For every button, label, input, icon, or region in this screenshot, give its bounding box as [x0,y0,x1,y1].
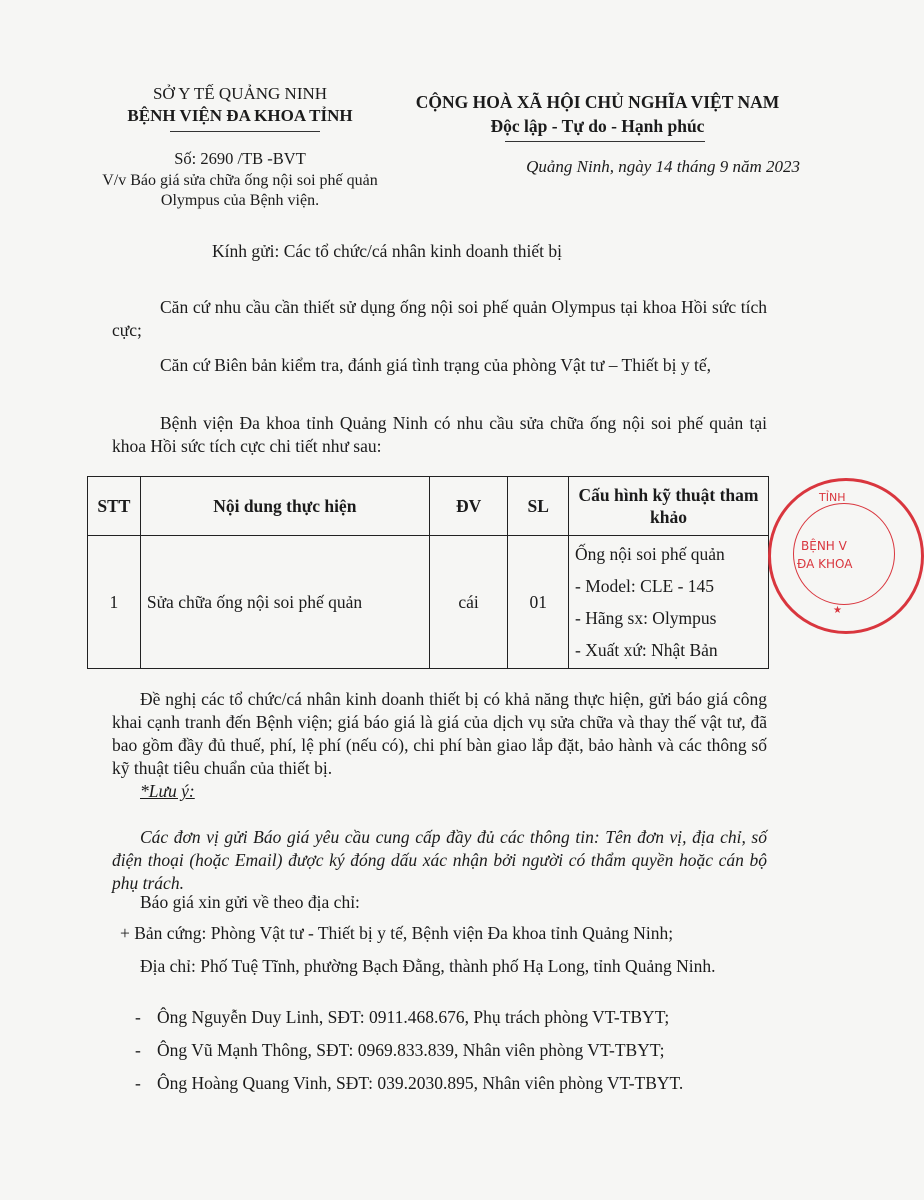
paragraph-1: Căn cứ nhu cầu cần thiết sử dụng ống nội soi phế quản Olympus tại khoa Hồi sức tích cực; [112,297,767,340]
proposal-paragraph: Đề nghị các tổ chức/cá nhân kinh doanh thiết bị có khả năng thực hiện, gửi báo giá công khai cạnh tranh đến Bệnh viện; giá báo giá là giá của dịch vụ sửa chữa và thay thế vật tư, đã bao gồm đầy đủ thuế, phí, lệ phí (nếu có), chi phí bàn giao lắp đặt, bảo hành và các thông số kỹ thuật tiêu chuẩn của thiết bị. [112,689,767,778]
repair-table [87,476,769,669]
date-line: Quảng Ninh, ngày 14 tháng 9 năm 2023 [526,157,800,176]
address: Địa chỉ: Phố Tuệ Tĩnh, phường Bạch Đằng, thành phố Hạ Long, tỉnh Quảng Ninh. [140,956,716,976]
config-line: Ống nội soi phế quản [575,544,725,564]
motto: Độc lập - Tự do - Hạnh phúc [490,116,705,136]
header-stt: STT [88,477,141,536]
subject-line-1: V/v Báo giá sửa chữa ống nội soi phế quản [102,172,378,189]
contact-item: - Ông Vũ Mạnh Thông, SĐT: 0969.833.839, Nhân viên phòng VT-TBYT; [135,1040,665,1060]
recipient: Kính gửi: Các tổ chức/cá nhân kinh doanh thiết bị [212,241,562,261]
cell-qty: 01 [508,536,569,669]
official-stamp [768,478,924,634]
note-text: Các đơn vị gửi Báo giá yêu cầu cung cấp đầy đủ các thông tin: Tên đơn vị, địa chỉ, số điện thoại (hoặc Email) được ký đóng dấu xác nhận bởi người có thẩm quyền hoặc cán bộ phụ trách. [112,827,767,893]
motto-underline [505,141,705,142]
header-qty: SL [508,477,569,536]
send-to: Báo giá xin gửi về theo địa chỉ: [140,892,360,912]
cell-unit: cái [429,536,508,669]
stamp-star-icon: ★ [833,605,842,616]
header-content: Nội dung thực hiện [140,477,429,536]
contact-text: Ông Vũ Mạnh Thông, SĐT: 0969.833.839, Nhân viên phòng VT-TBYT; [157,1040,665,1060]
doc-number: Số: 2690 /TB -BVT [174,149,306,168]
contact-text: Ông Hoàng Quang Vinh, SĐT: 039.2030.895, Nhân viên phòng VT-TBYT. [157,1073,684,1093]
org-name: BỆNH VIỆN ĐA KHOA TỈNH [127,106,353,125]
contact-item: - Ông Hoàng Quang Vinh, SĐT: 039.2030.895, Nhân viên phòng VT-TBYT. [135,1073,684,1093]
stamp-text-1: BỆNH V [801,539,847,553]
cell-config [569,536,769,669]
header-config: Cấu hình kỹ thuật tham khảo [569,477,769,536]
stamp-inner-ring [793,503,895,605]
cell-content: Sửa chữa ống nội soi phế quản [140,536,429,669]
contact-item: - Ông Nguyễn Duy Linh, SĐT: 0911.468.676, Phụ trách phòng VT-TBYT; [135,1007,670,1027]
org-underline [170,131,320,132]
paragraph-3: Bệnh viện Đa khoa tỉnh Quảng Ninh có nhu cầu sửa chữa ống nội soi phế quản tại khoa Hồi sức tích cực chi tiết như sau: [112,413,767,456]
hard-copy: + Bản cứng: Phòng Vật tư - Thiết bị y tế, Bệnh viện Đa khoa tỉnh Quảng Ninh; [120,923,674,943]
national-title: CỘNG HOÀ XÃ HỘI CHỦ NGHĨA VIỆT NAM [415,92,780,112]
header-unit: ĐV [429,477,508,536]
config-line: - Model: CLE - 145 [575,576,715,596]
stamp-top-text: TỈNH [819,491,846,504]
config-line: - Hãng sx: Olympus [575,608,717,628]
stamp-text-2: ĐA KHOA [797,557,853,571]
config-line: - Xuất xứ: Nhật Bản [575,640,718,660]
subject-line-2: Olympus của Bệnh viện. [160,192,320,209]
table-row [88,536,769,669]
table-header-row [88,477,769,536]
contact-text: Ông Nguyễn Duy Linh, SĐT: 0911.468.676, Phụ trách phòng VT-TBYT; [157,1007,670,1027]
org-parent: SỞ Y TẾ QUẢNG NINH [152,84,328,103]
paragraph-2: Căn cứ Biên bản kiểm tra, đánh giá tình trạng của phòng Vật tư – Thiết bị y tế, [160,355,711,375]
cell-stt: 1 [88,536,141,669]
note-label: *Lưu ý: [140,781,195,801]
